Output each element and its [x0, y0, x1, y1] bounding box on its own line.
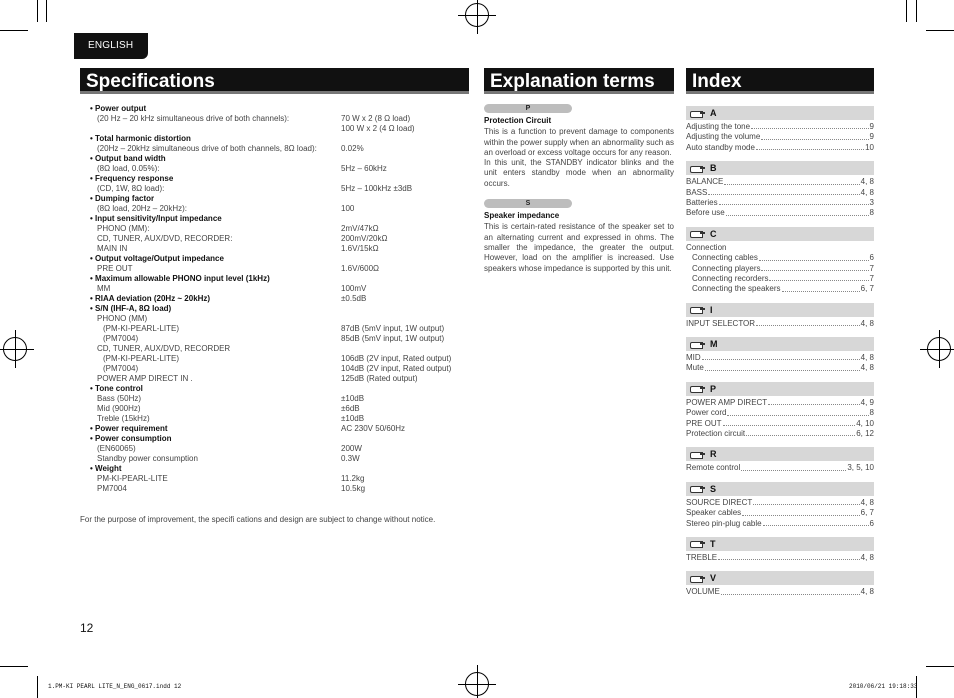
spec-value: 5Hz – 100kHz ±3dB [341, 184, 413, 193]
pointing-hand-icon [690, 109, 706, 118]
index-entry-name: PRE OUT [686, 418, 722, 428]
term-title: Speaker impedance [484, 211, 560, 221]
spec-row [86, 304, 466, 314]
spec-value: 10.5kg [341, 484, 366, 493]
spec-value [341, 274, 466, 284]
spec-label: (8Ω load, 0.05%): [97, 164, 160, 173]
index-group [686, 482, 874, 529]
spec-label: • Weight [86, 464, 341, 474]
spec-row [86, 284, 466, 294]
spec-row [86, 344, 466, 354]
index-entry-pages: 4, 8 [860, 587, 874, 597]
dot-leader [727, 408, 868, 415]
index-entry-pages: 4, 8 [860, 363, 874, 373]
spec-label: MM [97, 284, 111, 293]
pointing-hand-icon [690, 574, 706, 583]
spec-label: (EN60065) [97, 444, 136, 453]
spec-value: ±10dB [341, 414, 365, 423]
index-entry-pages: 4, 8 [860, 318, 874, 328]
dot-leader [782, 284, 860, 291]
explanation-title: Explanation terms [484, 68, 674, 94]
index-entry-pages: 8 [869, 408, 874, 418]
index-entry-name: SOURCE DIRECT [686, 497, 753, 507]
index-entry-name: Connecting recorders [692, 273, 769, 283]
term-description: In this unit, the STANDBY indicator blinks and the unit enters standby mode when an abnormality occurs. [484, 158, 674, 188]
index-entry-name: Power cord [686, 408, 727, 418]
dot-leader [763, 519, 869, 526]
index-entry-name: Adjusting the volume [686, 132, 761, 142]
index-letter: P [710, 383, 717, 394]
spec-row [86, 414, 466, 424]
index-entry-name: INPUT SELECTOR [686, 318, 756, 328]
spec-value [341, 254, 466, 264]
spec-value: 85dB (5mV input, 1W output) [341, 334, 445, 343]
spec-label: • Dumping factor [86, 194, 341, 204]
index-group [686, 537, 874, 563]
index-entry-pages: 9 [869, 132, 874, 142]
spec-row [86, 254, 466, 264]
spec-value: 100 W x 2 (4 Ω load) [341, 124, 415, 133]
specifications-title: Specifications [80, 68, 469, 94]
spec-value: 200mV/20kΩ [341, 234, 388, 243]
dot-leader [723, 419, 856, 426]
index-entry-pages: 4, 10 [856, 418, 874, 428]
index-entry [686, 508, 874, 518]
spec-label: • Frequency response [86, 174, 341, 184]
spec-row [86, 334, 466, 344]
spec-row [86, 404, 466, 414]
spec-value [341, 384, 466, 394]
dot-leader [708, 188, 859, 195]
index-letter: T [710, 538, 716, 549]
spec-row [86, 194, 466, 204]
spec-value: 106dB (2V input, Rated output) [341, 354, 452, 363]
index-entry-pages: 4, 8 [860, 552, 874, 562]
explanation-terms [484, 104, 674, 284]
spec-row [86, 454, 466, 464]
index-entry-pages: 4, 9 [860, 397, 874, 407]
spec-label: (20Hz – 20kHz simultaneous drive of both channels, 8Ω load): [97, 144, 317, 153]
index-entry-name: Mute [686, 363, 704, 373]
index-letter: S [710, 483, 717, 494]
spec-row [86, 264, 466, 274]
spec-label: (PM-KI-PEARL-LITE) [103, 354, 180, 363]
spec-label: Mid (900Hz) [97, 404, 141, 413]
index-entry-name: Batteries [686, 197, 718, 207]
index-title: Index [686, 68, 874, 94]
explanation-block [484, 199, 674, 274]
dot-leader [741, 463, 846, 470]
dot-leader [702, 353, 860, 360]
spec-label: (8Ω load, 20Hz – 20kHz): [97, 204, 188, 213]
index-entry-name: Auto standby mode [686, 142, 755, 152]
spec-label: (PM-KI-PEARL-LITE) [103, 324, 180, 333]
index-letter: B [710, 163, 717, 174]
spec-label: • Input sensitivity/Input impedance [86, 214, 341, 224]
page-number: 12 [80, 621, 94, 635]
spec-label: PHONO (MM): [97, 224, 150, 233]
spec-row [86, 244, 466, 254]
dot-leader [756, 319, 860, 326]
spec-row [86, 424, 466, 434]
spec-label: MAIN IN [97, 244, 128, 253]
spec-value [341, 104, 466, 114]
spec-row [86, 134, 466, 144]
spec-value [341, 174, 466, 184]
index-entry-name: Connecting cables [692, 253, 758, 263]
spec-row [86, 144, 466, 154]
index-letter-header [686, 106, 874, 120]
index-letter: I [710, 304, 713, 315]
index-entry [686, 264, 874, 274]
spec-value: 1.6V/600Ω [341, 264, 380, 273]
spec-label: Bass (50Hz) [97, 394, 142, 403]
index-entry [686, 363, 874, 373]
dot-leader [726, 208, 869, 215]
spec-row [86, 104, 466, 114]
pointing-hand-icon [690, 384, 706, 393]
footnote: For the purpose of improvement, the specifi cations and design are subject to change without notice. [80, 515, 436, 524]
index-entry [686, 419, 874, 429]
index-entry [686, 398, 874, 408]
index-entry [686, 198, 874, 208]
index-entry-pages: 3, 5, 10 [847, 463, 874, 473]
spec-value: ±10dB [341, 394, 365, 403]
index-entry [686, 243, 874, 253]
pointing-hand-icon [690, 539, 706, 548]
index-letter-header [686, 537, 874, 551]
index-entry [686, 132, 874, 142]
pointing-hand-icon [690, 340, 706, 349]
index-letter-header [686, 571, 874, 585]
index-group [686, 382, 874, 440]
spec-label [86, 124, 341, 134]
spec-value: 1.6V/15kΩ [341, 244, 379, 253]
index-entry-pages: 10 [865, 142, 874, 152]
index-entry-name: Connecting players [692, 263, 761, 273]
spec-value [341, 134, 466, 144]
slug-file: 1.PM-KI PEARL LITE_N_ENG_0617.indd 12 [48, 683, 182, 690]
index-letter: M [710, 339, 718, 350]
index-entry [686, 319, 874, 329]
spec-row [86, 364, 466, 374]
index-entry [686, 353, 874, 363]
index-entry-pages: 3 [869, 197, 874, 207]
index-group [686, 571, 874, 597]
index-entry [686, 188, 874, 198]
pointing-hand-icon [690, 229, 706, 238]
index-entry-name: Connecting the speakers [692, 284, 781, 294]
index-entry [686, 253, 874, 263]
index-entry-pages: 7 [869, 263, 874, 273]
pointing-hand-icon [690, 450, 706, 459]
spec-row [86, 124, 466, 134]
dot-leader [761, 264, 868, 271]
index-letter-header [686, 382, 874, 396]
specifications-list [86, 104, 466, 494]
spec-row [86, 474, 466, 484]
spec-label: Treble (15kHz) [97, 414, 150, 423]
index-entry-name: VOLUME [686, 587, 720, 597]
spec-row [86, 314, 466, 324]
spec-value [341, 214, 466, 224]
spec-label: (PM7004) [103, 364, 139, 373]
spec-value: 2mV/47kΩ [341, 224, 379, 233]
index-entry-pages: 6 [869, 518, 874, 528]
spec-value: 5Hz – 60kHz [341, 164, 387, 173]
spec-row [86, 184, 466, 194]
spec-value: 70 W x 2 (8 Ω load) [341, 114, 411, 123]
spec-row [86, 394, 466, 404]
index-list [686, 106, 874, 606]
index-entry-name: Stereo pin-plug cable [686, 518, 762, 528]
term-title: Protection Circuit [484, 116, 552, 125]
spec-row [86, 274, 466, 284]
spec-value [341, 154, 466, 164]
spec-label: Standby power consumption [97, 454, 198, 463]
index-entry [686, 498, 874, 508]
index-letter: R [710, 449, 717, 460]
spec-row [86, 234, 466, 244]
spec-row [86, 354, 466, 364]
index-entry-pages: 4, 8 [860, 187, 874, 197]
spec-label: (20 Hz – 20 kHz simultaneous drive of both channels): [97, 114, 290, 123]
index-letter-header [686, 161, 874, 175]
spec-value [341, 464, 466, 474]
index-entry [686, 177, 874, 187]
spec-value: 0.02% [341, 144, 364, 153]
index-entry-name: MID [686, 353, 701, 363]
index-group [686, 447, 874, 473]
spec-row [86, 114, 466, 124]
letter-badge: P [484, 104, 572, 113]
spec-row [86, 484, 466, 494]
spec-label: (CD, 1W, 8Ω load): [97, 184, 165, 193]
spec-value: 100mV [341, 284, 367, 293]
index-entry-pages: 6, 12 [856, 429, 874, 439]
index-letter: C [710, 228, 717, 239]
index-entry [686, 463, 874, 473]
spec-value: 125dB (Rated output) [341, 374, 418, 383]
spec-label: CD, TUNER, AUX/DVD, RECORDER [97, 344, 231, 353]
language-tab: ENGLISH [74, 33, 148, 59]
index-entry-name: Adjusting the tone [686, 122, 751, 131]
dot-leader [768, 398, 859, 405]
spec-value: AC 230V 50/60Hz [341, 424, 406, 433]
index-letter-header [686, 447, 874, 461]
spec-value: 200W [341, 444, 362, 453]
dot-leader [721, 587, 860, 594]
term-description: This is a function to prevent damage to components within the power supply when an abnormality such as an overload or excess voltage occurs for any reason. [484, 127, 674, 157]
index-entry-name: Speaker cables [686, 508, 742, 518]
spec-value [341, 434, 466, 444]
index-entry-pages: 8 [869, 208, 874, 218]
spec-label: • Maximum allowable PHONO input level (1kHz) [86, 274, 341, 284]
dot-leader [746, 429, 855, 436]
pointing-hand-icon [690, 164, 706, 173]
dot-leader [705, 363, 860, 370]
index-entry [686, 284, 874, 294]
dot-leader [761, 132, 868, 139]
index-entry [686, 553, 874, 563]
dot-leader [753, 498, 859, 505]
spec-row [86, 324, 466, 334]
spec-label: CD, TUNER, AUX/DVD, RECORDER: [97, 234, 233, 243]
index-entry [686, 143, 874, 153]
spec-value: 11.2kg [341, 474, 365, 483]
spec-label: • Power output [86, 104, 341, 114]
index-letter-header [686, 227, 874, 241]
dot-leader [751, 122, 869, 129]
spec-label: PRE OUT [97, 264, 133, 273]
spec-row [86, 154, 466, 164]
pointing-hand-icon [690, 484, 706, 493]
spec-row [86, 224, 466, 234]
index-entry-name: Connection [686, 242, 727, 252]
index-entry-name: POWER AMP DIRECT [686, 397, 768, 407]
index-entry [686, 408, 874, 418]
pointing-hand-icon [690, 305, 706, 314]
spec-label: (PM7004) [103, 334, 139, 343]
spec-row [86, 374, 466, 384]
index-entry-name: Before use [686, 208, 725, 218]
index-entry-pages: 9 [869, 122, 874, 131]
spec-row [86, 174, 466, 184]
spec-label: • Tone control [86, 384, 341, 394]
spec-value [341, 344, 466, 354]
term-description: This is certain-rated resistance of the speaker set to an alternating current and expressed in ohms. The smaller the impedance, the greater the output. However, load on the amplifier is increased. Use speakers whose impedance is supported by this unit. [484, 222, 674, 273]
index-group [686, 303, 874, 329]
spec-value [341, 304, 466, 314]
index-group [686, 106, 874, 153]
index-entry [686, 587, 874, 597]
letter-badge: S [484, 199, 572, 208]
index-entry [686, 519, 874, 529]
index-entry [686, 122, 874, 132]
dot-leader [719, 198, 869, 205]
spec-label: • RIAA deviation (20Hz ~ 20kHz) [86, 294, 341, 304]
index-entry-pages: 6 [869, 253, 874, 263]
index-letter: A [710, 108, 717, 118]
index-letter-header [686, 337, 874, 351]
slug-date: 2010/06/21 19:18:33 [849, 683, 918, 690]
spec-label: POWER AMP DIRECT IN . [97, 374, 193, 383]
index-entry-pages: 6, 7 [860, 508, 874, 518]
index-entry-name: Protection circuit [686, 429, 746, 439]
spec-row [86, 214, 466, 224]
spec-value: 100 [341, 204, 355, 213]
index-entry-pages: 4, 8 [860, 353, 874, 363]
spec-row [86, 294, 466, 304]
spec-label: • Output band width [86, 154, 341, 164]
index-entry-pages: 4, 8 [860, 497, 874, 507]
index-entry-name: Remote control [686, 463, 741, 473]
index-entry [686, 429, 874, 439]
dot-leader [724, 177, 859, 184]
index-entry [686, 208, 874, 218]
index-entry-name: BALANCE [686, 177, 724, 187]
spec-label: PM7004 [97, 484, 127, 493]
spec-value: ±6dB [341, 404, 360, 413]
index-entry [686, 274, 874, 284]
spec-row [86, 384, 466, 394]
spec-label: • Total harmonic distortion [86, 134, 341, 144]
spec-row [86, 164, 466, 174]
spec-label: • Power requirement [86, 424, 341, 434]
dot-leader [756, 143, 864, 150]
spec-value [341, 314, 466, 324]
spec-value: ±0.5dB [341, 294, 367, 303]
spec-value: 104dB (2V input, Rated output) [341, 364, 452, 373]
index-group [686, 337, 874, 374]
spec-label: • Output voltage/Output impedance [86, 254, 341, 264]
index-entry-pages: 4, 8 [860, 177, 874, 187]
dot-leader [718, 553, 860, 560]
spec-value [341, 194, 466, 204]
dot-leader [742, 508, 860, 515]
index-letter-header [686, 482, 874, 496]
spec-row [86, 434, 466, 444]
index-letter: V [710, 573, 717, 584]
spec-row [86, 204, 466, 214]
index-letter-header [686, 303, 874, 317]
spec-value: 87dB (5mV input, 1W output) [341, 324, 445, 333]
index-entry-pages: 7 [869, 273, 874, 283]
index-entry-name: TREBLE [686, 552, 718, 562]
spec-row [86, 464, 466, 474]
index-group [686, 227, 874, 295]
index-group [686, 161, 874, 219]
dot-leader [769, 274, 868, 281]
index-entry-pages: 6, 7 [860, 284, 874, 294]
spec-label: PHONO (MM) [97, 314, 148, 323]
dot-leader [759, 253, 869, 260]
spec-label: • Power consumption [86, 434, 341, 444]
spec-label: PM-KI-PEARL-LITE [97, 474, 168, 483]
index-entry-name: BASS [686, 187, 708, 197]
spec-value: 0.3W [341, 454, 360, 463]
spec-row [86, 444, 466, 454]
explanation-block [484, 104, 674, 189]
spec-label: • S/N (IHF-A, 8Ω load) [86, 304, 341, 314]
